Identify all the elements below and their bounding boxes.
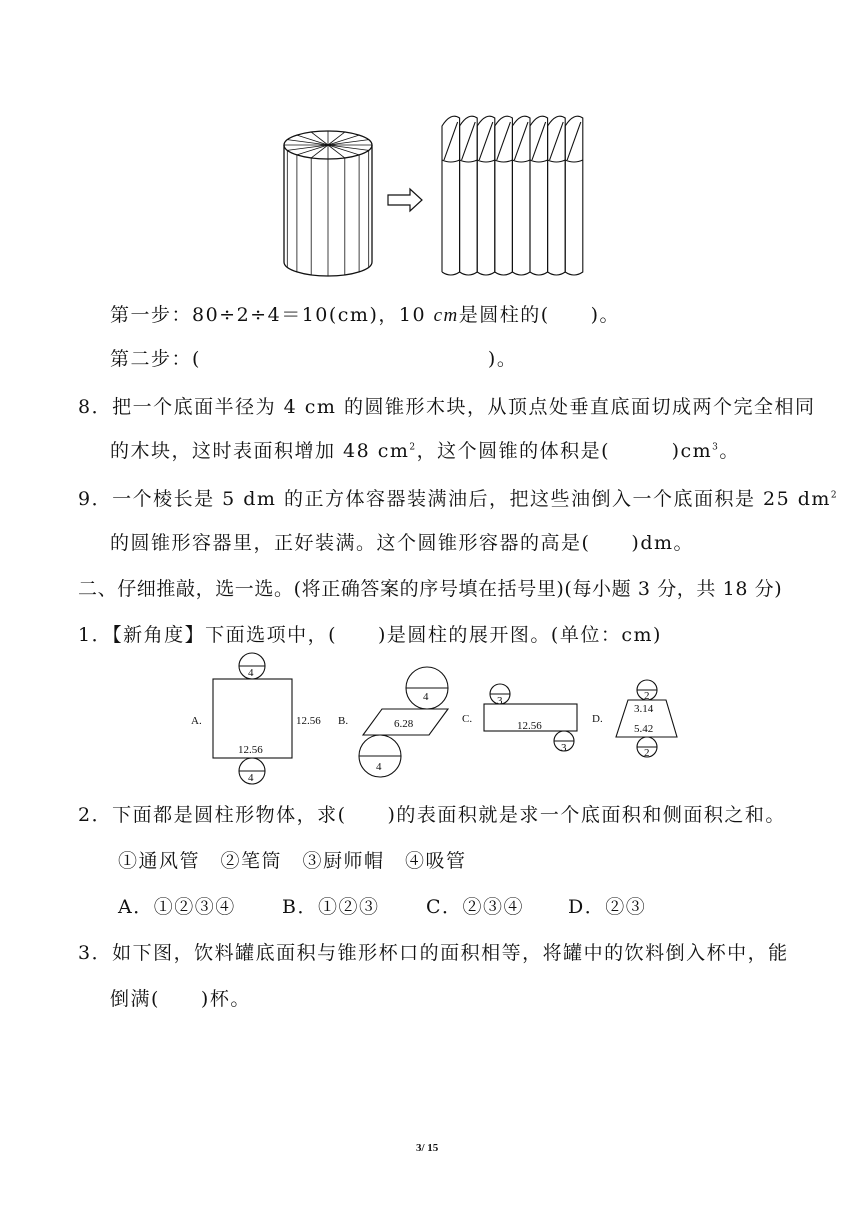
option-d-t1: 3.14 [634, 703, 654, 715]
option-c-bottom: 3 [561, 742, 567, 754]
step2-line: 第二步：( )。 [110, 348, 518, 370]
option-a-base: 12.56 [238, 744, 263, 756]
mc2-option-c: C．②③④ [426, 896, 525, 918]
q8-line1: 8．把一个底面半径为 4 cm 的圆锥形木块，从顶点处垂直底面切成两个完全相同 [78, 396, 816, 418]
option-b-label: B. [338, 715, 349, 727]
option-c-top: 3 [497, 695, 503, 707]
step1-line: 第一步：80÷2÷4＝10(cm)，10 cm是圆柱的( )。 [110, 304, 621, 326]
mc3-line2: 倒满( )杯。 [110, 988, 251, 1010]
mc2-stem: 2．下面都是圆柱形物体，求( )的表面积就是求一个底面积和侧面积之和。 [78, 804, 786, 826]
option-b-mid: 6.28 [394, 718, 414, 730]
option-a-bottom: 4 [248, 772, 254, 784]
mc1-stem: 1．【新角度】下面选项中，( )是圆柱的展开图。(单位：cm) [78, 624, 662, 646]
option-d-top: 2 [644, 690, 650, 702]
option-a-top: 4 [248, 667, 254, 679]
option-d-bottom: 2 [644, 747, 650, 759]
mc2-option-b: B．①②③ [282, 896, 380, 918]
mc2-items: ①通风管 ②笔筒 ③厨师帽 ④吸管 [118, 850, 467, 872]
option-c-mid: 12.56 [517, 720, 542, 732]
q9-line2: 的圆锥形容器里，正好装满。这个圆锥形容器的高是( )dm。 [110, 532, 695, 554]
q8-line2: 的木块，这时表面积增加 48 $cm^2$，这个圆锥的体积是( )$cm^3$。 [110, 440, 740, 462]
mc3-line1: 3．如下图，饮料罐底面积与锥形杯口的面积相等，将罐中的饮料倒入杯中，能 [78, 942, 789, 964]
option-d-label: D. [592, 713, 603, 725]
option-a-side: 12.56 [296, 715, 321, 727]
option-b-bottom: 4 [376, 761, 382, 773]
option-d-t2: 5.42 [634, 723, 654, 735]
page-number: 3/ 15 [416, 1142, 439, 1154]
section2-heading: 二、仔细推敲，选一选。(将正确答案的序号填在括号里)(每小题 3 分，共 18 分) [78, 578, 783, 600]
mc2-option-a: A．①②③④ [118, 896, 236, 918]
option-c-label: C. [462, 713, 473, 725]
mc2-option-d: D．②③ [568, 896, 647, 918]
q9-line1: 9．一个棱长是 5 dm 的正方体容器装满油后，把这些油倒入一个底面积是 25 $dm^2$ [78, 488, 839, 510]
cylinder-figure [270, 100, 610, 280]
option-a-label: A. [191, 715, 202, 727]
option-b-top: 4 [423, 691, 429, 703]
mc1-option-figures [180, 652, 700, 787]
